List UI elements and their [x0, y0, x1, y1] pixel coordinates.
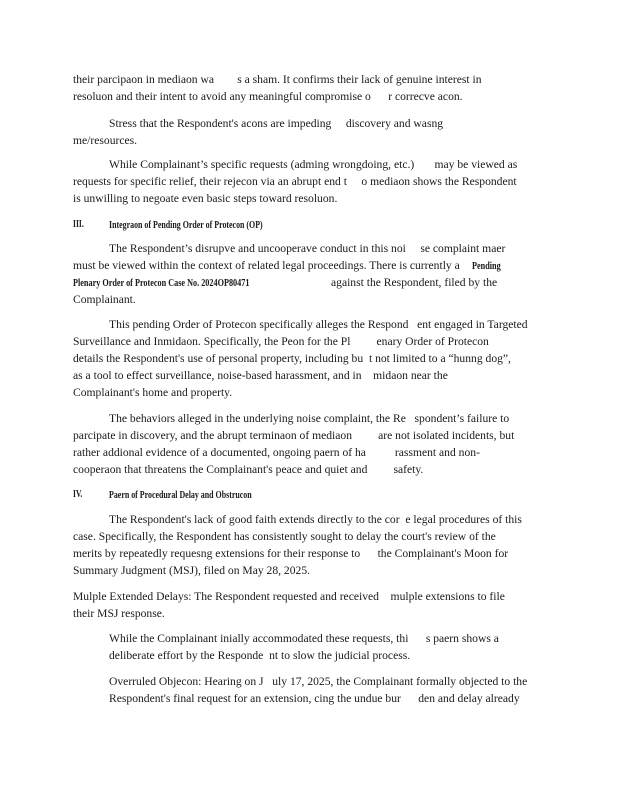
paragraph-line: The Respondent's lack of good faith extends directly to the cor e legal procedures of this [109, 513, 522, 526]
paragraph-line: The Respondent’s disrupve and uncooperave conduct in this noi se complaint maer [109, 242, 506, 255]
paragraph-text: must be viewed within the context of related legal proceedings. There is currently a [73, 259, 460, 272]
paragraph-line: details the Respondent's use of personal property, including bu t not limited to a “hunng dog”, [73, 352, 511, 365]
bullet-line: Respondent's final request for an extension, cing the undue bur den and delay already [109, 692, 520, 705]
paragraph-line: This pending Order of Protecon specifically alleges the Respond ent engaged in Targeted [109, 318, 528, 331]
bullet-line: Overruled Objecon: Hearing on J uly 17, 2025, the Complainant formally objected to the [109, 675, 528, 688]
paragraph-line: Stress that the Respondent's acons are impeding discovery and wasng [109, 117, 444, 130]
paragraph-line [73, 259, 509, 274]
bullet-icon [89, 634, 96, 644]
paragraph-line: merits by repeatedly requesng extensions for their response to the Complainant's Moon for [73, 547, 509, 560]
paragraph-line: me/resources. [73, 134, 138, 147]
paragraph-line: against the Respondent, filed by the [331, 276, 498, 289]
paragraph-line: rather addional evidence of a documented, ongoing paern of ha rassment and non- [73, 446, 480, 459]
paragraph-line: Mulple Extended Delays: The Respondent requested and received mulple extensions to file [73, 590, 505, 603]
paragraph-line: Complainant. [73, 293, 136, 306]
paragraph-line: Complainant's home and property. [73, 386, 233, 399]
paragraph-line: cooperaon that threatens the Complainant's peace and quiet and safety. [73, 463, 424, 476]
section-number: III. [73, 219, 84, 230]
paragraph-line: Surveillance and Inmidaon. Specifically, the Peon for the Pl enary Order of Protecon [73, 335, 489, 348]
paragraph-line: as a tool to effect surveillance, noise-based harassment, and in midaon near the [73, 369, 448, 382]
paragraph-line: is unwilling to negoate even basic steps toward resoluon. [73, 192, 338, 205]
section-heading: Integraon of Pending Order of Protecon (OP) [109, 219, 263, 231]
paragraph-line: resoluon and their intent to avoid any meaningful compromise o r correcve acon. [73, 90, 463, 103]
bullet-line: deliberate effort by the Responde nt to slow the judicial process. [109, 649, 411, 662]
paragraph-line [73, 276, 299, 291]
bold-case-number: Plenary Order of Protecon Case No. 2024OP80471 [73, 278, 250, 289]
paragraph-line: case. Specifically, the Respondent has consistently sought to delay the court's review of the [73, 530, 496, 543]
section-number: IV. [73, 489, 83, 500]
bold-case-label: Pending [471, 261, 501, 272]
paragraph-line: While Complainant’s specific requests (adming wrongdoing, etc.) may be viewed as [109, 158, 518, 171]
paragraph-line: their MSJ response. [73, 607, 165, 620]
section-heading: Paern of Procedural Delay and Obstrucon [109, 489, 252, 501]
paragraph-line: parcipate in discovery, and the abrupt terminaon of mediaon are not isolated incidents, but [73, 429, 515, 442]
bullet-line: While the Complainant inially accommodated these requests, thi s paern shows a [109, 632, 499, 645]
paragraph-line: Summary Judgment (MSJ), filed on May 28, 2025. [73, 564, 311, 577]
paragraph-line: The behaviors alleged in the underlying noise complaint, the Re spondent’s failure to [109, 412, 510, 425]
bullet-icon [89, 677, 96, 687]
paragraph-line: requests for specific relief, their rejecon via an abrupt end t o mediaon shows the Respondent [73, 175, 517, 188]
paragraph-line: their parcipaon in mediaon wa s a sham. It confirms their lack of genuine interest in [73, 73, 482, 86]
